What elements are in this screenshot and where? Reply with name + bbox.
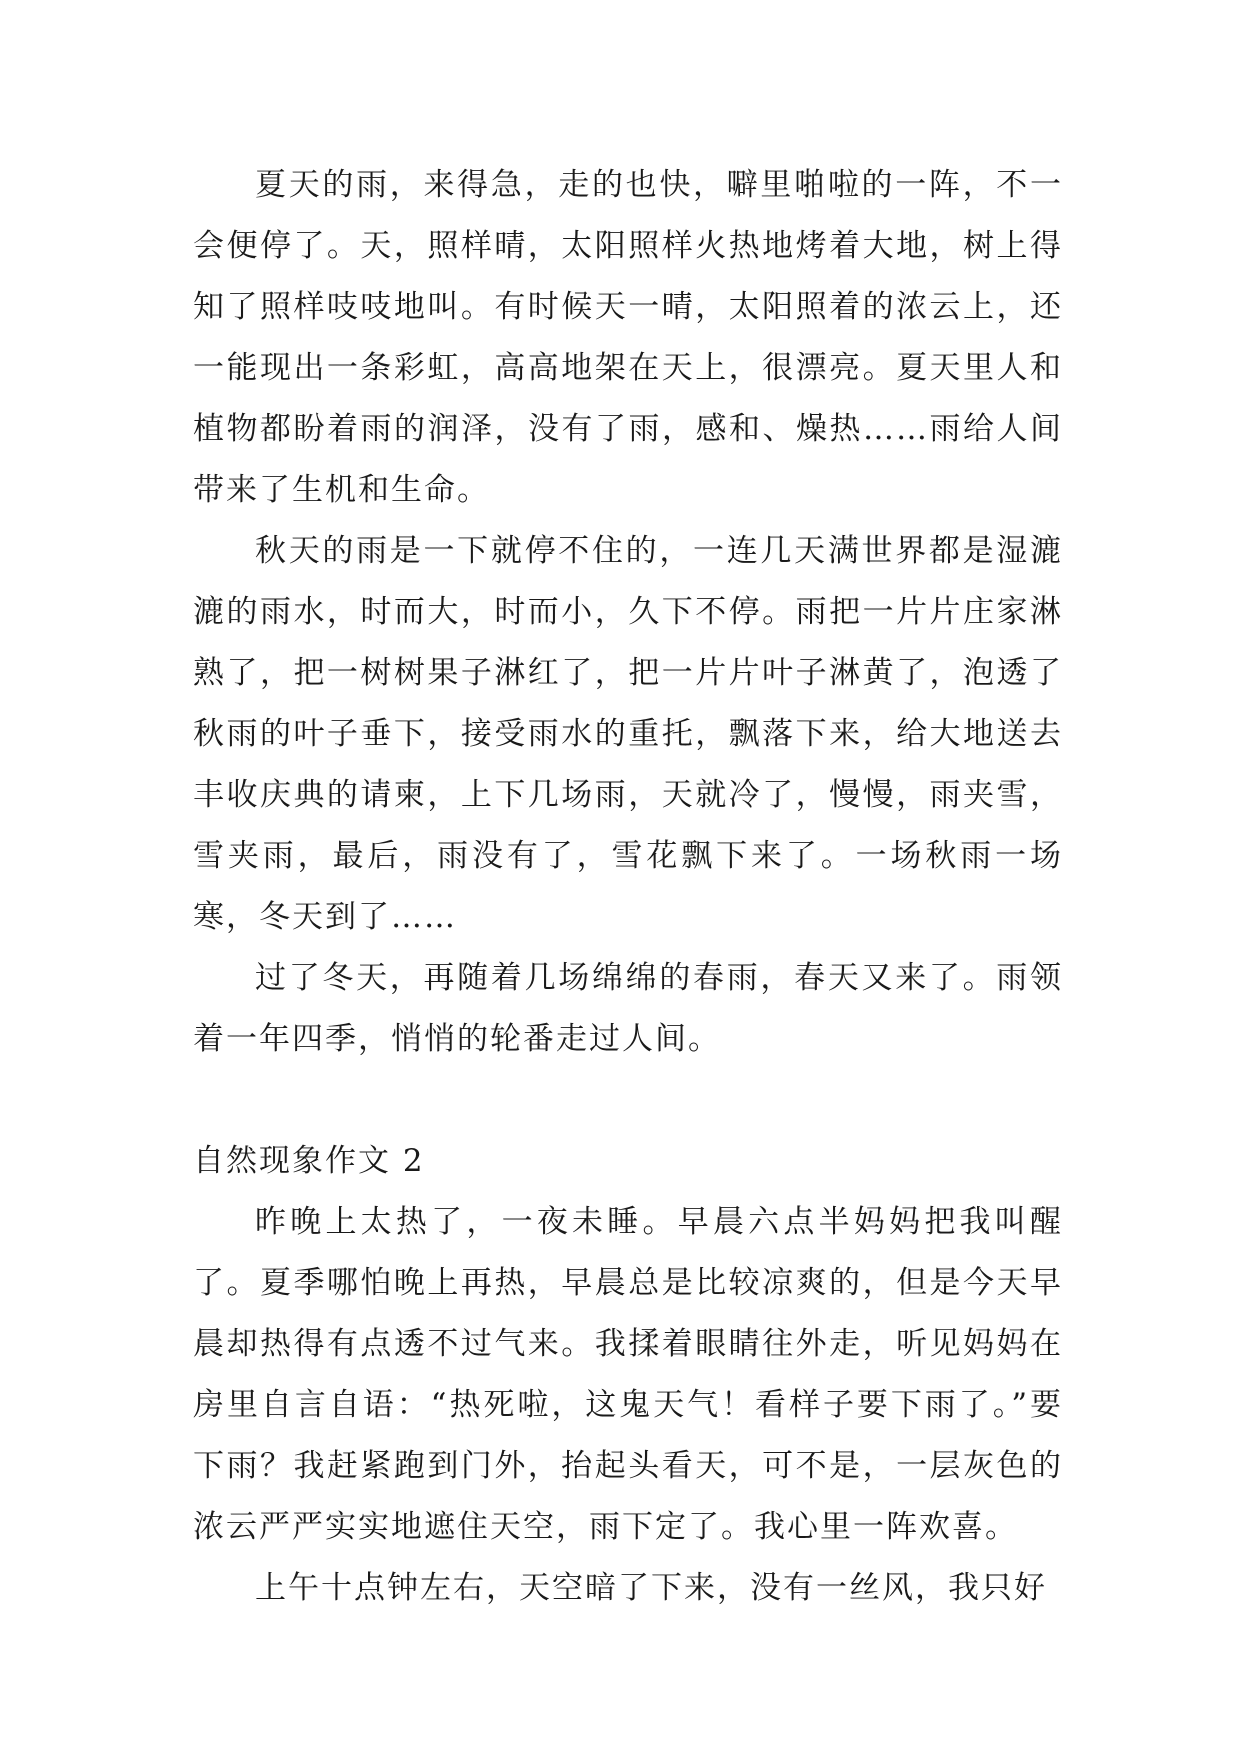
paragraph-ten-oclock: 上午十点钟左右，天空暗了下来，没有一丝风，我只好 [255, 1570, 1047, 1606]
document-page [193, 155, 1063, 1619]
section-title: 自然现象作文 2 [193, 1143, 425, 1179]
paragraph-spring-rain: 过了冬天，再随着几场绵绵的春雨，春天又来了。雨领着一年四季，悄悄的轮番走过人间。 [193, 960, 1063, 1057]
paragraph-summer-rain: 夏天的雨，来得急，走的也快，噼里啪啦的一阵，不一会便停了。天，照样晴，太阳照样火热地烤着大地，树上得知了照样吱吱地叫。有时候天一晴，太阳照着的浓云上，还一能现出一条彩虹，高高地架在天上，很漂亮。夏天里人和植物都盼着雨的润泽，没有了雨，感和、燥热……雨给人间带来了生机和生命。 [193, 167, 1063, 508]
paragraph-hot-morning: 昨晚上太热了，一夜未睡。早晨六点半妈妈把我叫醒了。夏季哪怕晚上再热，早晨总是比较凉爽的，但是今天早晨却热得有点透不过气来。我揉着眼睛往外走，听见妈妈在房里自言自语：“热死啦，这鬼天气！看样子要下雨了。”要下雨？我赶紧跑到门外，抬起头看天，可不是，一层灰色的浓云严严实实地遮住天空，雨下定了。我心里一阵欢喜。 [193, 1204, 1063, 1545]
paragraph-autumn-rain: 秋天的雨是一下就停不住的，一连几天满世界都是湿漉漉的雨水，时而大，时而小，久下不停。雨把一片片庄家淋熟了，把一树树果子淋红了，把一片片叶子淋黄了，泡透了秋雨的叶子垂下，接受雨水的重托，飘落下来，给大地送去丰收庆典的请柬，上下几场雨，天就冷了，慢慢，雨夹雪，雪夹雨，最后，雨没有了，雪花飘下来了。一场秋雨一场寒，冬天到了…… [193, 533, 1063, 935]
